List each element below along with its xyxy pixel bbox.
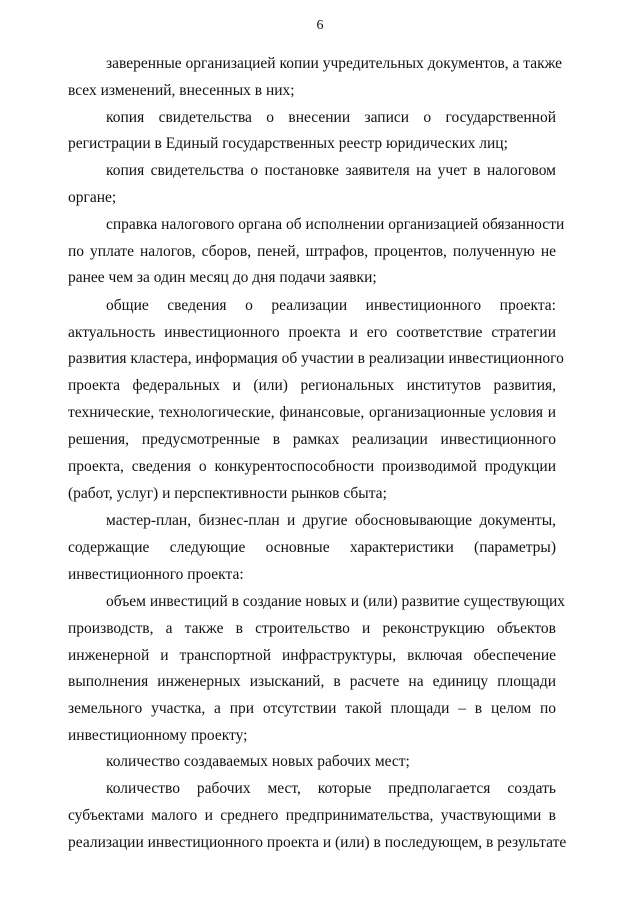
text-line: всех изменений, внесенных в них; xyxy=(68,82,295,99)
text-line: мастер-план, бизнес-план и другие обосновывающие документы, xyxy=(106,512,556,529)
text-line: объем инвестиций в создание новых и (или) развитие существующих xyxy=(106,593,566,610)
text-line: (работ, услуг) и перспективности рынков сбыта; xyxy=(68,485,387,502)
page-number: 6 xyxy=(316,18,324,33)
text-line: по уплате налогов, сборов, пеней, штрафов, процентов, полученную не xyxy=(68,243,556,260)
text-line: регистрации в Единый государственных реестр юридических лиц; xyxy=(68,135,508,152)
text-line: проекта, сведения о конкурентоспособности производимой продукции xyxy=(68,458,556,475)
text-line: реализации инвестиционного проекта и (или) в последующем, в результате xyxy=(68,834,567,851)
text-line: актуальность инвестиционного проекта и его соответствие стратегии xyxy=(68,324,556,341)
text-line: производств, а также в строительство и реконструкцию объектов xyxy=(68,620,556,637)
text-line: заверенные организацией копии учредительных документов, а также xyxy=(106,55,563,72)
text-line: инвестиционному проекту; xyxy=(68,727,248,744)
text-line: технические, технологические, финансовые, организационные условия и xyxy=(68,404,556,421)
text-line: органе; xyxy=(68,189,117,206)
text-line: выполнения инженерных изысканий, в расчете на единицу площади xyxy=(68,673,556,690)
text-line: копия свидетельства о внесении записи о государственной xyxy=(106,109,556,126)
text-line: содержащие следующие основные характеристики (параметры) xyxy=(68,539,556,556)
text-line: субъектами малого и среднего предпринимательства, участвующими в xyxy=(68,807,556,824)
text-line: справка налогового органа об исполнении организацией обязанности xyxy=(106,216,565,233)
text-line: проекта федеральных и (или) региональных институтов развития, xyxy=(68,377,556,394)
text-line: решения, предусмотренные в рамках реализации инвестиционного xyxy=(68,431,556,448)
text-line: развития кластера, информация об участии в реализации инвестиционного xyxy=(68,350,564,367)
text-line: инвестиционного проекта: xyxy=(68,566,244,583)
text-line: инженерной и транспортной инфраструктуры, включая обеспечение xyxy=(68,647,556,664)
text-line: ранее чем за один месяц до дня подачи заявки; xyxy=(68,269,377,286)
text-line: количество создаваемых новых рабочих мест; xyxy=(106,753,410,770)
text-line: количество рабочих мест, которые предполагается создать xyxy=(106,780,556,797)
text-line: общие сведения о реализации инвестиционного проекта: xyxy=(106,297,556,314)
text-line: копия свидетельства о постановке заявителя на учет в налоговом xyxy=(106,162,556,179)
text-line: земельного участка, а при отсутствии такой площади – в целом по xyxy=(68,700,556,717)
